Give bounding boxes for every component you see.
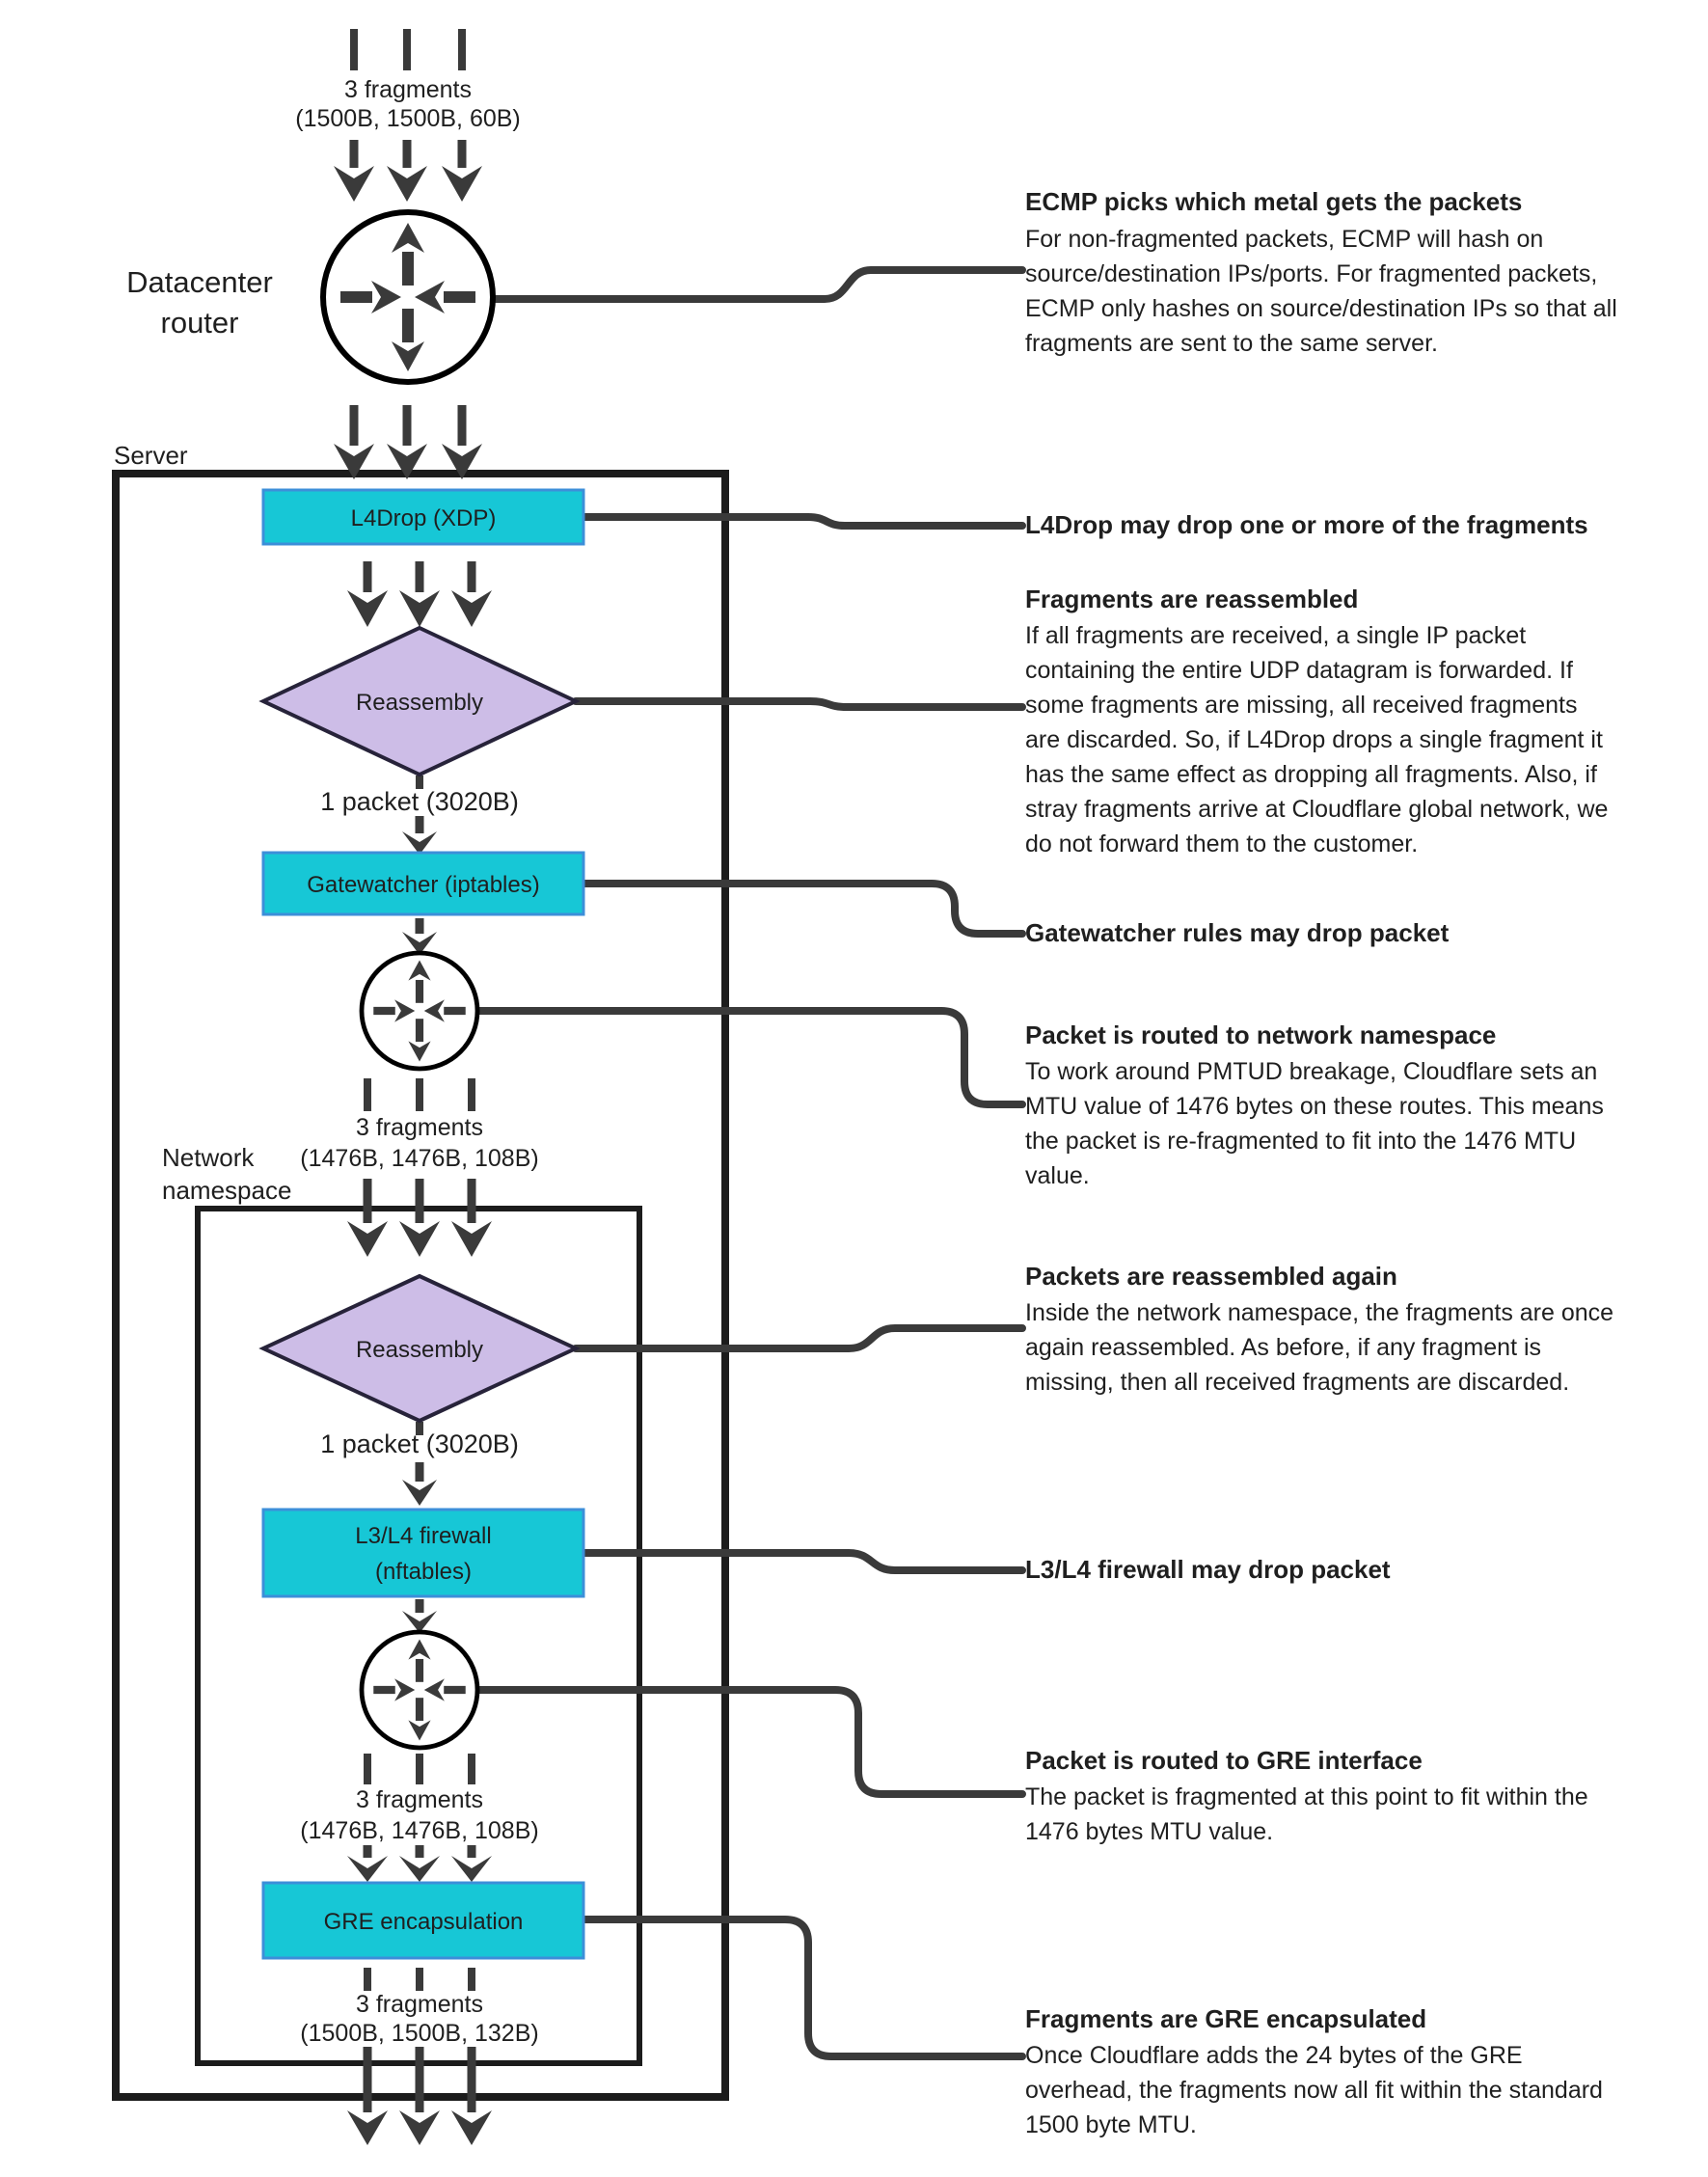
annotation-ecmp-line: For non-fragmented packets, ECMP will hash on (1025, 226, 1544, 253)
annotation-ecmp-line: source/destination IPs/ports. For fragmented packets, (1025, 260, 1598, 287)
annotation-ecmp-line: fragments are sent to the same server. (1025, 330, 1438, 357)
flow-arrow-head (347, 590, 388, 627)
annotation-reassembled-again-heading: Packets are reassembled again (1025, 1262, 1397, 1291)
fragments-ns-sizes: (1476B, 1476B, 108B) (300, 1817, 539, 1844)
flow-arrow-head (451, 1221, 492, 1257)
annotation-gre-encapsulated-line: overhead, the fragments now all fit within the standard (1025, 2077, 1603, 2104)
connector-reassembly-1 (576, 701, 1022, 707)
annotation-gre-encapsulated-line: Once Cloudflare adds the 24 bytes of the GRE (1025, 2042, 1523, 2069)
annotation-reassembled-again-line: missing, then all received fragments are discarded. (1025, 1369, 1570, 1396)
flow-arrow-head (451, 590, 492, 627)
fragments-out-label: 3 fragments (355, 1991, 484, 2018)
annotation-ecmp-heading: ECMP picks which metal gets the packets (1025, 187, 1523, 216)
annotation-firewall-heading: L3/L4 firewall may drop packet (1025, 1555, 1391, 1584)
flow-arrow-head (442, 166, 482, 202)
annotation-reassembled-line: If all fragments are received, a single IP packet (1025, 622, 1527, 649)
fragments-mid-label: 3 fragments (355, 1114, 484, 1141)
connector-route-gre (477, 1690, 1022, 1794)
flow-arrow-head (347, 1856, 388, 1882)
reassembly-1-label: Reassembly (355, 690, 484, 716)
flow-arrow-head (402, 831, 437, 855)
annotation-reassembled-heading: Fragments are reassembled (1025, 585, 1359, 613)
connector-l4drop (583, 517, 1022, 526)
annotation-reassembled-line: containing the entire UDP datagram is forwarded. If (1025, 657, 1573, 684)
flow-arrow-head (387, 166, 427, 202)
connector-route-ns (477, 1011, 1022, 1104)
annotation-routed-gre-heading: Packet is routed to GRE interface (1025, 1746, 1423, 1775)
datacenter-router-label2: router (160, 306, 239, 340)
fragments-ns-label: 3 fragments (355, 1786, 484, 1813)
annotation-gatewatcher-heading: Gatewatcher rules may drop packet (1025, 918, 1450, 947)
gatewatcher-label: Gatewatcher (iptables) (307, 872, 540, 898)
annotation-routed-gre-line: 1476 bytes MTU value. (1025, 1818, 1274, 1845)
packet-2-label: 1 packet (3020B) (320, 1429, 519, 1458)
annotation-reassembled-again-line: Inside the network namespace, the fragments are once (1025, 1299, 1614, 1326)
flow-arrow-head (399, 1856, 440, 1882)
annotation-gre-encapsulated-heading: Fragments are GRE encapsulated (1025, 2004, 1427, 2033)
gre-label: GRE encapsulation (323, 1909, 524, 1935)
connector-gatewatcher (583, 884, 1022, 934)
flow-arrow-head (399, 590, 440, 627)
flow-arrow-head (451, 2110, 492, 2145)
reassembly-2-label: Reassembly (355, 1337, 484, 1363)
network-namespace-label: Network (162, 1143, 255, 1172)
annotation-ecmp-line: ECMP only hashes on source/destination IPs so that all (1025, 295, 1617, 322)
fragments-top-sizes: (1500B, 1500B, 60B) (295, 105, 521, 132)
flow-arrow-head (399, 2110, 440, 2145)
fragments-mid-sizes: (1476B, 1476B, 108B) (300, 1145, 539, 1172)
l4drop-label: L4Drop (XDP) (350, 505, 497, 531)
annotation-routed-ns-heading: Packet is routed to network namespace (1025, 1020, 1497, 1049)
annotation-routed-ns-line: MTU value of 1476 bytes on these routes. This means (1025, 1093, 1604, 1120)
flow-arrow-head (334, 166, 374, 202)
annotation-reassembled-line: are discarded. So, if L4Drop drops a single fragment it (1025, 726, 1603, 753)
firewall-label: L3/L4 firewall (355, 1523, 492, 1549)
datacenter-router-label: Datacenter (126, 265, 273, 299)
annotation-routed-ns-line: To work around PMTUD breakage, Cloudflare sets an (1025, 1058, 1598, 1085)
flow-arrow-head (402, 1480, 437, 1506)
annotation-routed-gre-line: The packet is fragmented at this point to fit within the (1025, 1783, 1588, 1810)
flow-arrow-head (399, 1221, 440, 1257)
fragments-top-label: 3 fragments (343, 76, 473, 103)
annotation-gre-encapsulated-line: 1500 byte MTU. (1025, 2111, 1197, 2138)
annotation-reassembled-line: some fragments are missing, all received fragments (1025, 692, 1578, 719)
annotation-reassembled-line: do not forward them to the customer. (1025, 830, 1419, 857)
annotation-reassembled-again-line: again reassembled. As before, if any fragment is (1025, 1334, 1542, 1361)
annotation-reassembled-line: stray fragments arrive at Cloudflare global network, we (1025, 796, 1609, 823)
firewall-label2: (nftables) (374, 1559, 473, 1585)
fragments-out-sizes: (1500B, 1500B, 132B) (300, 2020, 539, 2047)
server-label: Server (114, 441, 188, 470)
connector-reassembly-2 (576, 1328, 1022, 1348)
connector-ecmp (493, 270, 1022, 299)
annotation-routed-ns-line: value. (1025, 1162, 1090, 1189)
packet-1-label: 1 packet (3020B) (320, 787, 519, 816)
flow-arrow-head (347, 2110, 388, 2145)
flow-arrow-head (347, 1221, 388, 1257)
annotation-reassembled-line: has the same effect as dropping all fragments. Also, if (1025, 761, 1597, 788)
connector-gre (583, 1919, 1022, 2056)
flow-arrow-head (402, 1611, 437, 1633)
flow-arrow-head (451, 1856, 492, 1882)
annotation-l4drop-heading: L4Drop may drop one or more of the fragments (1025, 510, 1588, 539)
annotation-routed-ns-line: the packet is re-fragmented to fit into the 1476 MTU (1025, 1128, 1577, 1155)
connector-firewall (583, 1553, 1022, 1570)
network-namespace-label2: namespace (162, 1176, 292, 1205)
